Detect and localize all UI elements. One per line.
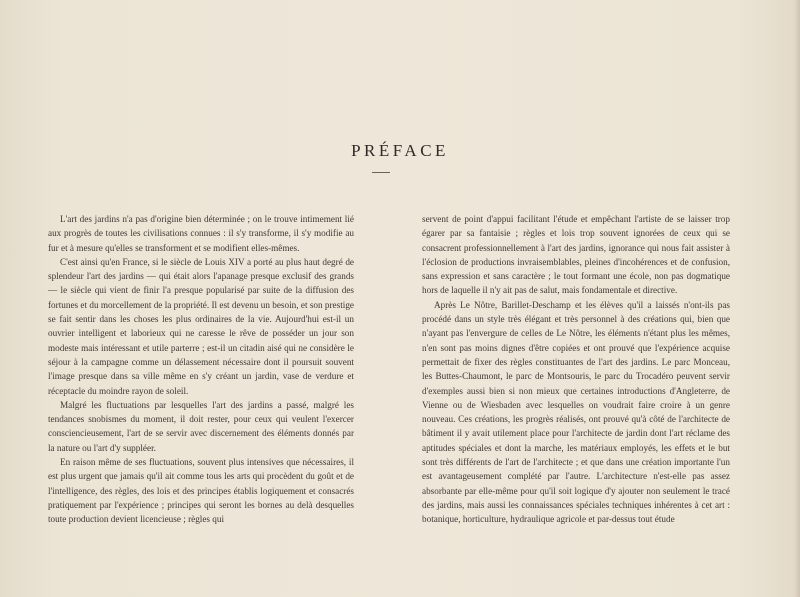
right-text-column — [422, 212, 730, 527]
paragraph: L'art des jardins n'a pas d'origine bien déterminée ; on le trouve intimement lié aux progrès de toutes les civilisations connues : il s'y transforme, il s'y modifie au fur et à mesure qu'elles se transforment et se modifient elles-mêmes. — [48, 214, 354, 253]
paragraph: En raison même de ses fluctuations, souvent plus intensives que nécessaires, il est plus urgent que jamais qu'il ait comme tous les arts qui procèdent du goût et de l'intelligence, des règles, des lois et des principes établis logiquement et consacrés pratiquement par l'expérience ; principes qui seront les bornes au delà desquelles toute production devient licencieuse ; règles qui — [48, 457, 354, 525]
page-edge-shadow — [794, 0, 800, 597]
paragraph: servent de point d'appui facilitant l'étude et empêchant l'artiste de se laisser trop égarer par sa fantaisie ; règles et lois trop souvent ignorées de ceux qui se consacrent professionnellement à l'art des jardins, ignorance qui nous fait assister à l'éclosion de productions invraisemblables, pleines d'incohérences et de confusion, sans expression et sans caractère ; le tout formant une école, non pas dogmatique hors de laquelle il n'y ait pas de salut, mais fondamentale et directive. — [422, 214, 730, 296]
title-divider — [372, 172, 390, 173]
left-text-column — [48, 212, 354, 527]
page-title: PRÉFACE — [351, 141, 449, 160]
paragraph: Après Le Nôtre, Barillet-Deschamp et les élèves qu'il a laissés n'ont-ils pas procédé dans un style très élégant et très personnel à des créations qui, bien que n'ayant pas l'envergure de celles de Le Nôtre, les éléments n'étant plus les mêmes, n'en sont pas moins dignes d'être copiées et ont prouvé que l'expérience acquise permettait de fixer des règles constituantes de l'art des jardins. Le parc Monceau, les Buttes-Chaumont, le parc de Montsouris, le parc du Trocadéro peuvent servir d'exemples aussi bien si non mieux que certaines introductions d'Angleterre, de Vienne ou de Wiesbaden avec lesquelles on voudrait faire croire à un genre nouveau. Ces créations, les progrès réalisés, ont prouvé qu'à côté de l'architecte de bâtiment il y avait utilement place pour l'architecte de jardin dont l'art réclame des aptitudes spéciales et dont la marche, les matériaux employés, les effets et le but sont très différents de l'art de l'architecte ; et que dans une création importante l'un est avantageusement complété par l'autre. L'architecture n'est-elle pas assez absorbante par elle-même pour qu'il soit logique d'y ajouter non seulement le tracé des jardins, mais aussi les connaissances spéciales techniques inhérentes à cet art : botanique, horticulture, hydraulique agricole et par-dessus tout étude — [422, 299, 730, 525]
paragraph: Malgré les fluctuations par lesquelles l'art des jardins a passé, malgré les tendances snobismes du moment, il doit rester, pour ceux qui veulent l'exercer consciencieusement, l'art de se servir avec discernement des éléments donnés par la nature ou l'art d'y suppléer. — [48, 399, 354, 453]
paragraph: C'est ainsi qu'en France, si le siècle de Louis XIV a porté au plus haut degré de splendeur l'art des jardins — qui était alors l'apanage presque exclusif des grands — le siècle qui vient de finir l'a presque popularisé par suite de la diffusion des fortunes et du morcellement de la propriété. Il est devenu un besoin, et son prestige se fait sentir dans les choses les plus ordinaires de la vie. Aujourd'hui est-il un ouvrier intelligent et laborieux qui ne caresse le rêve de posséder un jour son modeste mais intéressant et utile parterre ; est-il un citadin aisé qui ne considère le séjour à la campagne comme un délassement nécessaire dont il poursuit souvent l'image presque dans sa ville même en s'y créant un jardin, vase de verdure et réceptacle du moindre rayon de soleil. — [48, 256, 354, 396]
